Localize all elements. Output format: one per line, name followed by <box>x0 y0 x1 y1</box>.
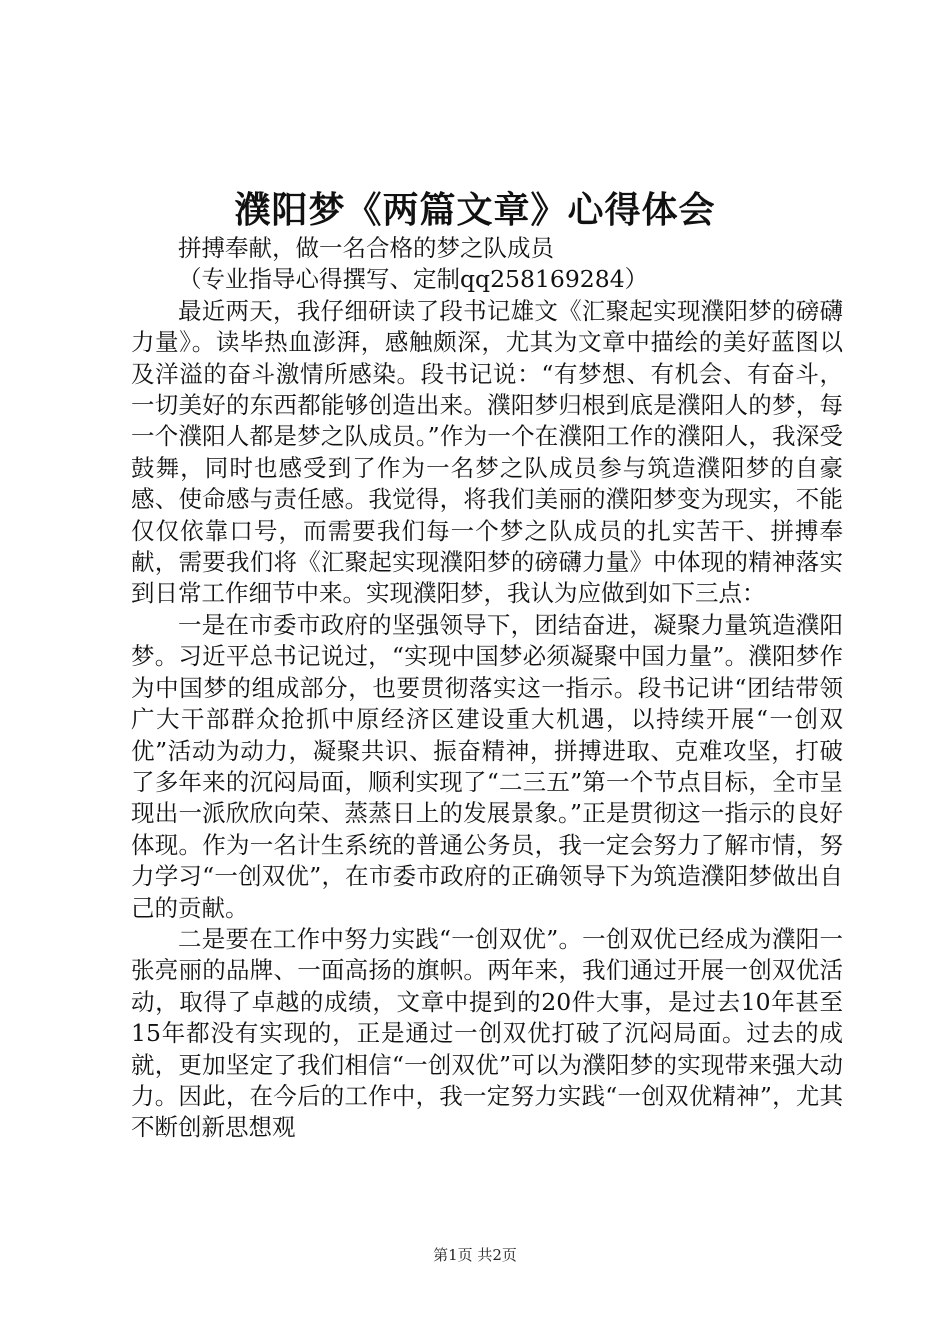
paragraph-2: 一是在市委市政府的坚强领导下，团结奋进，凝聚力量筑造濮阳梦。习近平总书记说过，“实现中国梦必须凝聚中国力量”。濮阳梦作为中国梦的组成部分，也要贯彻落实这一指示。段书记讲“团结带领广大干部群众抢抓中原经济区建设重大机遇，以持续开展“一创双优”活动为动力，凝聚共识、振奋精神，拼搏进取、克难攻坚，打破了多年来的沉闷局面，顺利实现了“二三五”第一个节点目标，全市呈现出一派欣欣向荣、蒸蒸日上的发展景象。”正是贯彻这一指示的良好体现。作为一名计生系统的普通公务员，我一定会努力了解市情，努力学习“一创双优”，在市委市政府的正确领导下为筑造濮阳梦做出自己的贡献。 <box>131 610 843 922</box>
paragraph-1: 最近两天，我仔细研读了段书记雄文《汇聚起实现濮阳梦的磅礴力量》。读毕热血澎湃，感触颇深，尤其为文章中描绘的美好蓝图以及洋溢的奋斗激情所感染。段书记说：“有梦想、有机会、有奋斗，一切美好的东西都能够创造出来。濮阳梦归根到底是濮阳人的梦，每一个濮阳人都是梦之队成员。”作为一个在濮阳工作的濮阳人，我深受鼓舞，同时也感受到了作为一名梦之队成员参与筑造濮阳梦的自豪感、使命感与责任感。我觉得，将我们美丽的濮阳梦变为现实，不能仅仅依靠口号，而需要我们每一个梦之队成员的扎实苦干、拼搏奉献，需要我们将《汇聚起实现濮阳梦的磅礴力量》中体现的精神落实到日常工作细节中来。实现濮阳梦，我认为应做到如下三点： <box>131 296 843 608</box>
document-title: 濮阳梦《两篇文章》心得体会 <box>234 190 716 231</box>
contact-note: （专业指导心得撰写、定制qq258169284） <box>178 265 649 294</box>
document-body <box>131 233 843 1144</box>
subtitle-line: 拼搏奉献，做一名合格的梦之队成员 <box>178 234 554 262</box>
paragraph-3: 二是要在工作中努力实践“一创双优”。一创双优已经成为濮阳一张亮丽的品牌、一面高扬的旗帜。两年来，我们通过开展一创双优活动，取得了卓越的成绩，文章中提到的20件大事，是过去10年甚至15年都没有实现的，正是通过一创双优打破了沉闷局面。过去的成就，更加坚定了我们相信“一创双优”可以为濮阳梦的实现带来强大动力。因此，在今后的工作中，我一定努力实践“一创双优精神”，尤其不断创新思想观 <box>131 924 843 1142</box>
page-footer: 第1页 共2页 <box>433 1246 517 1264</box>
